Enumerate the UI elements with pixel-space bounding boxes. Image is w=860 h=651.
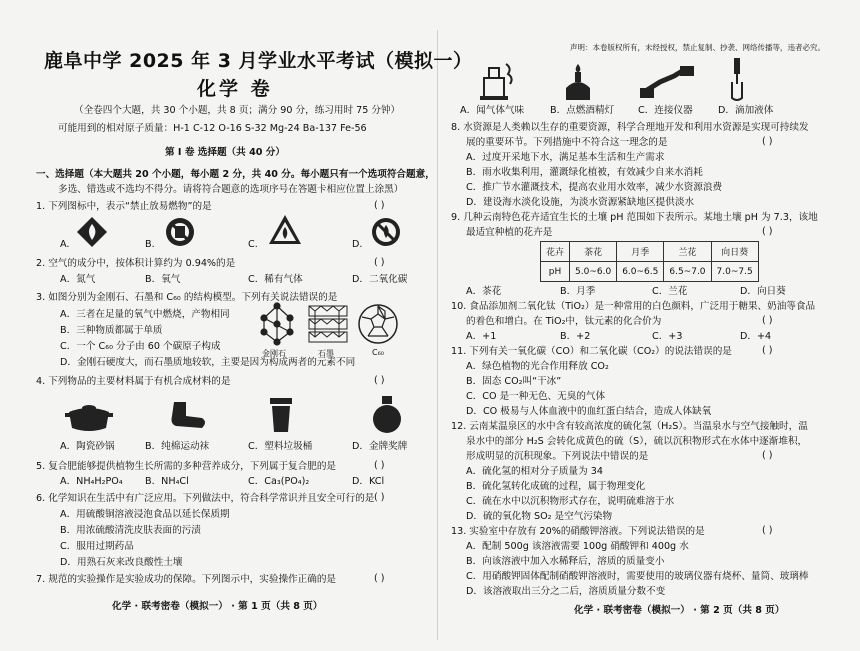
q11-option-c: C．CO 是一种无色、无臭的气体 xyxy=(466,391,606,402)
smell-gas-apparatus-icon xyxy=(478,58,518,102)
answer-paren-12: ( ) xyxy=(762,450,773,461)
left-page-footer: 化学 · 联考密卷（模拟一） · 第 1 页（共 8 页） xyxy=(112,601,323,612)
q2-option-b: B．氧气 xyxy=(145,274,181,285)
q5-option-b: B．NH₄Cl xyxy=(145,476,189,487)
q1-option-c: C. xyxy=(248,239,258,250)
connect-apparatus-icon xyxy=(640,64,696,100)
answer-paren-1: ( ) xyxy=(374,200,385,211)
q2-option-a: A．氮气 xyxy=(60,274,96,285)
q10-option-b: B．+2 xyxy=(560,331,591,342)
question-10-line1: 10. 食品添加剂二氧化钛（TiO₂）是一种常用的白色颜料，广泛用于糖果、奶油等食品 xyxy=(451,301,816,312)
q5-option-c: C．Ca₃(PO₄)₂ xyxy=(248,476,310,487)
question-8-line2: 展的重要环节。下列措施中不符合这一理念的是 xyxy=(466,137,668,148)
q13-option-d: D．该溶液取出三分之二后，溶质质量分数不变 xyxy=(466,586,666,597)
question-5: 5. 复合肥能够提供植物生长所需的多种营养成分，下列属于复合肥的是 xyxy=(36,461,337,472)
question-2: 2. 空气的成分中，按体积计算约为 0.94%的是 xyxy=(36,258,236,269)
question-12-line3: 形成明显的沉积现象。下列说法中错误的是 xyxy=(466,451,649,462)
question-11: 11. 下列有关一氧化碳（CO）和二氧化碳（CO₂）的说法错误的是 xyxy=(451,346,732,357)
answer-paren-4: ( ) xyxy=(374,375,385,386)
c60-structure-icon xyxy=(357,303,399,345)
q9-option-a: A．茶花 xyxy=(466,286,502,297)
q13-option-a: A．配制 500g 该溶液需要 100g 硝酸钾和 400g 水 xyxy=(466,541,689,552)
q13-option-c: C．用硝酸钾固体配制硝酸钾溶液时，需要使用的玻璃仪器有烧杯、量筒、玻璃棒 xyxy=(466,571,809,582)
ceramic-pot-icon xyxy=(64,398,114,434)
ph-table-cell: 5.0~6.0 xyxy=(570,262,617,282)
question-12-line1: 12. 云南某温泉区的水中含有较高浓度的硫化氢（H₂S）。当温泉水与空气接触时，温 xyxy=(451,421,808,432)
c60-label: C₆₀ xyxy=(372,348,384,357)
sock-icon xyxy=(168,400,208,430)
q12-option-a: A．硫化氢的相对分子质量为 34 xyxy=(466,466,603,477)
no-sign-icon xyxy=(164,216,196,248)
graphite-label: 石墨 xyxy=(318,349,334,358)
answer-paren-5: ( ) xyxy=(374,460,385,471)
copyright-notice: 声明：本卷版权所有，未经授权，禁止复制、抄袭、网络传播等，违者必究。 xyxy=(570,43,825,52)
question-7: 7. 规范的实验操作是实验成功的保障。下列图示中，实验操作正确的是 xyxy=(36,574,337,585)
q13-option-b: B．向该溶液中加入水稀释后，溶质的质量变小 xyxy=(466,556,665,567)
q6-option-a: A．用硫酸铜溶液浸泡食品以延长保质期 xyxy=(60,509,230,520)
ph-table-header: 向日葵 xyxy=(711,242,758,262)
answer-paren-9: ( ) xyxy=(762,226,773,237)
question-6: 6. 化学知识在生活中有广泛应用。下列做法中，符合科学常识并且安全可行的是 xyxy=(36,493,375,504)
q8-option-b: B．雨水收集利用，灌溉绿化植被，有效减少自来水消耗 xyxy=(466,167,703,178)
alcohol-lamp-icon xyxy=(560,64,596,102)
q9-option-c: C．兰花 xyxy=(652,286,688,297)
q1-option-d: D. xyxy=(352,239,363,250)
ph-table-row xyxy=(541,262,759,282)
ph-table-header-row xyxy=(541,242,759,262)
q1-option-b: B. xyxy=(145,239,155,250)
exam-title: 鹿阜中学 2025 年 3 月学业水平考试（模拟一） xyxy=(44,50,473,72)
flammable-warning-icon xyxy=(268,214,302,246)
q4-option-a: A．陶瓷砂锅 xyxy=(60,441,115,452)
question-4: 4. 下列物品的主要材料属于有机合成材料的是 xyxy=(36,376,231,387)
q4-option-c: C．塑料垃圾桶 xyxy=(248,441,313,452)
q3-option-c: C．一个 C₆₀ 分子由 60 个碳原子构成 xyxy=(60,341,221,352)
q10-option-d: D．+4 xyxy=(740,331,772,342)
question-10-line2: 的着色和增白。在 TiO₂中，钛元素的化合价为 xyxy=(466,316,662,327)
q10-option-c: C．+3 xyxy=(652,331,683,342)
answer-paren-13: ( ) xyxy=(762,525,773,536)
q3-option-a: A．三者在足量的氧气中燃烧，产物相同 xyxy=(60,309,230,320)
q11-option-b: B．固态 CO₂叫“干冰” xyxy=(466,376,562,387)
question-12-line2: 泉水中的部分 H₂S 会转化成黄色的硫（S），硫以沉积物形式在水体中逐渐堆积， xyxy=(466,436,808,447)
ph-table-cell: 6.5~7.0 xyxy=(664,262,711,282)
q7-option-d: D．滴加液体 xyxy=(718,105,774,116)
q6-option-b: B．用浓硫酸清洗皮肤表面的污渍 xyxy=(60,525,201,536)
q2-option-d: D．二氧化碳 xyxy=(352,274,408,285)
q10-option-a: A．+1 xyxy=(466,331,497,342)
q7-option-b: B．点燃酒精灯 xyxy=(550,105,615,116)
ph-table-cell: 7.0~7.5 xyxy=(711,262,758,282)
flame-prohibited-sign-icon xyxy=(76,216,108,248)
answer-paren-6: ( ) xyxy=(374,492,385,503)
q11-option-d: D．CO 极易与人体血液中的血红蛋白结合，造成人体缺氧 xyxy=(466,406,712,417)
q11-option-a: A．绿色植物的光合作用释放 CO₂ xyxy=(466,361,609,372)
q1-option-a: A. xyxy=(60,239,70,250)
answer-paren-2: ( ) xyxy=(374,257,385,268)
q3-option-d: D．金刚石硬度大，而石墨质地较软，主要是因为构成两者的元素不同 xyxy=(60,357,356,368)
part-title: 第 I 卷 选择题（共 40 分） xyxy=(165,147,285,158)
answer-paren-7: ( ) xyxy=(374,573,385,584)
question-13: 13. 实验室中存放有 20%的硝酸钾溶液。下列说法错误的是 xyxy=(451,526,705,537)
answer-paren-8: ( ) xyxy=(762,136,773,147)
q2-option-c: C．稀有气体 xyxy=(248,274,303,285)
question-9-line1: 9. 几种云南特色花卉适宜生长的土壤 pH 范围如下表所示。某地土壤 pH 为 7.3，该地 xyxy=(451,212,818,223)
ph-table-header: 月季 xyxy=(617,242,664,262)
q5-option-d: D．KCl xyxy=(352,476,385,487)
question-8-line1: 8. 水资源是人类赖以生存的重要资源，科学合理地开发和利用水资源是实现可持续发 xyxy=(451,122,809,133)
q8-option-d: D．建设海水淡化设施，为淡水资源紧缺地区提供淡水 xyxy=(466,197,695,208)
q3-option-b: B．三种物质都属于单质 xyxy=(60,325,163,336)
ph-table-cell: pH xyxy=(541,262,570,282)
q7-option-c: C．连接仪器 xyxy=(638,105,693,116)
question-9-line2: 最适宜种植的花卉是 xyxy=(466,227,553,238)
q4-option-d: D．金牌奖牌 xyxy=(352,441,408,452)
q8-option-a: A．过度开采地下水，满足基本生活和生产需求 xyxy=(466,152,665,163)
ph-table-cell: 6.0~6.5 xyxy=(617,262,664,282)
q6-option-c: C．服用过期药品 xyxy=(60,541,134,552)
ph-table-header: 兰花 xyxy=(664,242,711,262)
exam-subtitle: 化学 卷 xyxy=(197,78,273,100)
q6-option-d: D．用熟石灰来改良酸性土壤 xyxy=(60,557,183,568)
section-one-line1: 一、选择题（本大题共 20 个小题，每小题 2 分，共 40 分。每小题只有一个选项符合题意， xyxy=(36,169,435,180)
exam-info: （全卷四个大题，共 30 个小题，共 8 页；满分 90 分，练习用时 75 分钟） xyxy=(74,105,401,116)
dropper-test-tube-icon xyxy=(728,58,758,102)
section-one-line2: 多选、错选或不选均不得分。请将符合题意的选项序号在答题卡相应位置上涂黑） xyxy=(58,184,404,195)
question-1: 1. 下列图标中，表示“禁止放易燃物”的是 xyxy=(36,201,212,212)
q8-option-c: C．推广节水灌溉技术，提高农业用水效率，减少水资源浪费 xyxy=(466,182,723,193)
page-divider xyxy=(437,30,438,640)
q9-option-d: D．向日葵 xyxy=(740,286,786,297)
gold-medal-icon xyxy=(370,396,404,434)
q5-option-a: A．NH₄H₂PO₄ xyxy=(60,476,123,487)
q4-option-b: B．纯棉运动袜 xyxy=(145,441,210,452)
q12-option-b: B．硫化氢转化成硫的过程，属于物理变化 xyxy=(466,481,646,492)
q12-option-c: C．硫在水中以沉积物形式存在，说明硫难溶于水 xyxy=(466,496,675,507)
plastic-trash-bin-icon xyxy=(268,396,294,434)
diamond-structure-icon xyxy=(254,302,300,346)
answer-paren-10: ( ) xyxy=(762,315,773,326)
ph-table xyxy=(540,241,759,282)
graphite-structure-icon xyxy=(305,302,351,346)
no-flammables-icon xyxy=(370,216,402,248)
right-page-footer: 化学 · 联考密卷（模拟一） · 第 2 页（共 8 页） xyxy=(574,605,785,616)
question-3: 3. 如图分别为金刚石、石墨和 C₆₀ 的结构模型。下列有关说法错误的是 xyxy=(36,292,338,303)
ph-table-header: 茶花 xyxy=(570,242,617,262)
diamond-label: 金刚石 xyxy=(262,349,286,358)
ph-table-header: 花卉 xyxy=(541,242,570,262)
answer-paren-11: ( ) xyxy=(762,345,773,356)
q7-option-a: A．闻气体气味 xyxy=(460,105,525,116)
q12-option-d: D．硫的氧化物 SO₂ 是空气污染物 xyxy=(466,511,613,522)
q9-option-b: B．月季 xyxy=(560,286,596,297)
atomic-masses: 可能用到的相对原子质量：H-1 C-12 O-16 S-32 Mg-24 Ba-137 Fe-56 xyxy=(58,123,367,134)
